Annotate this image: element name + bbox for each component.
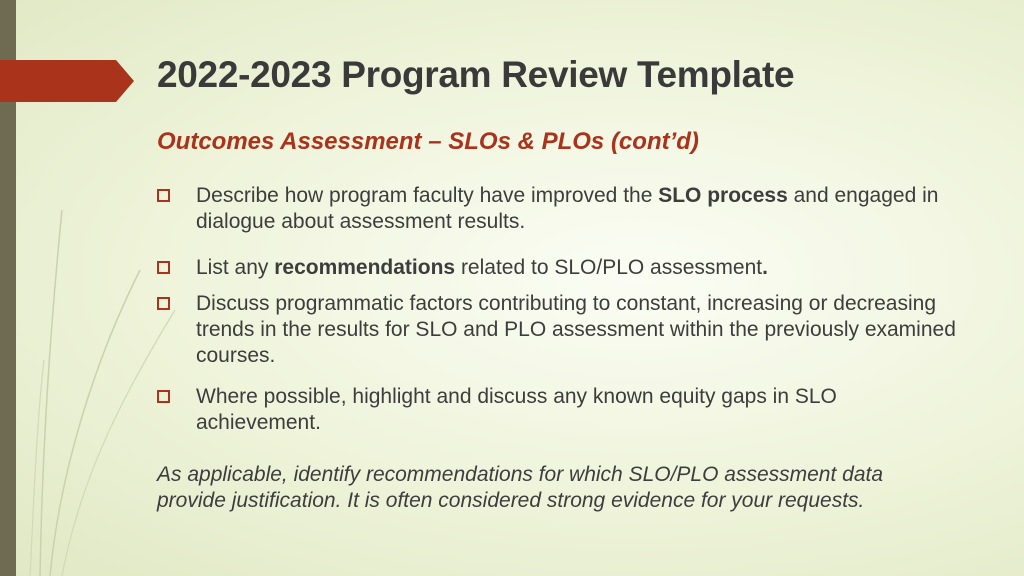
- checkbox-bullet-icon: [157, 390, 170, 403]
- bullet-item: Describe how program faculty have improved the SLO process and engaged in dialogue about assessment results.: [157, 183, 957, 235]
- bullet-item: List any recommendations related to SLO/PLO assessment.: [157, 255, 957, 281]
- bullet-list: [157, 183, 957, 436]
- bullet-item: Where possible, highlight and discuss any known equity gaps in SLO achievement.: [157, 384, 957, 436]
- closing-note: As applicable, identify recommendations for which SLO/PLO assessment data provide justification. It is often considered strong evidence for your requests.: [157, 463, 884, 512]
- checkbox-bullet-icon: [157, 189, 170, 202]
- checkbox-bullet-icon: [157, 297, 170, 310]
- checkbox-bullet-icon: [157, 261, 170, 274]
- bullet-item: Discuss programmatic factors contributing to constant, increasing or decreasing trends in the results for SLO and PLO assessment within the previously examined courses.: [157, 291, 957, 369]
- page-subtitle: Outcomes Assessment – SLOs & PLOs (cont’d): [157, 128, 699, 155]
- page-title: 2022-2023 Program Review Template: [157, 54, 795, 95]
